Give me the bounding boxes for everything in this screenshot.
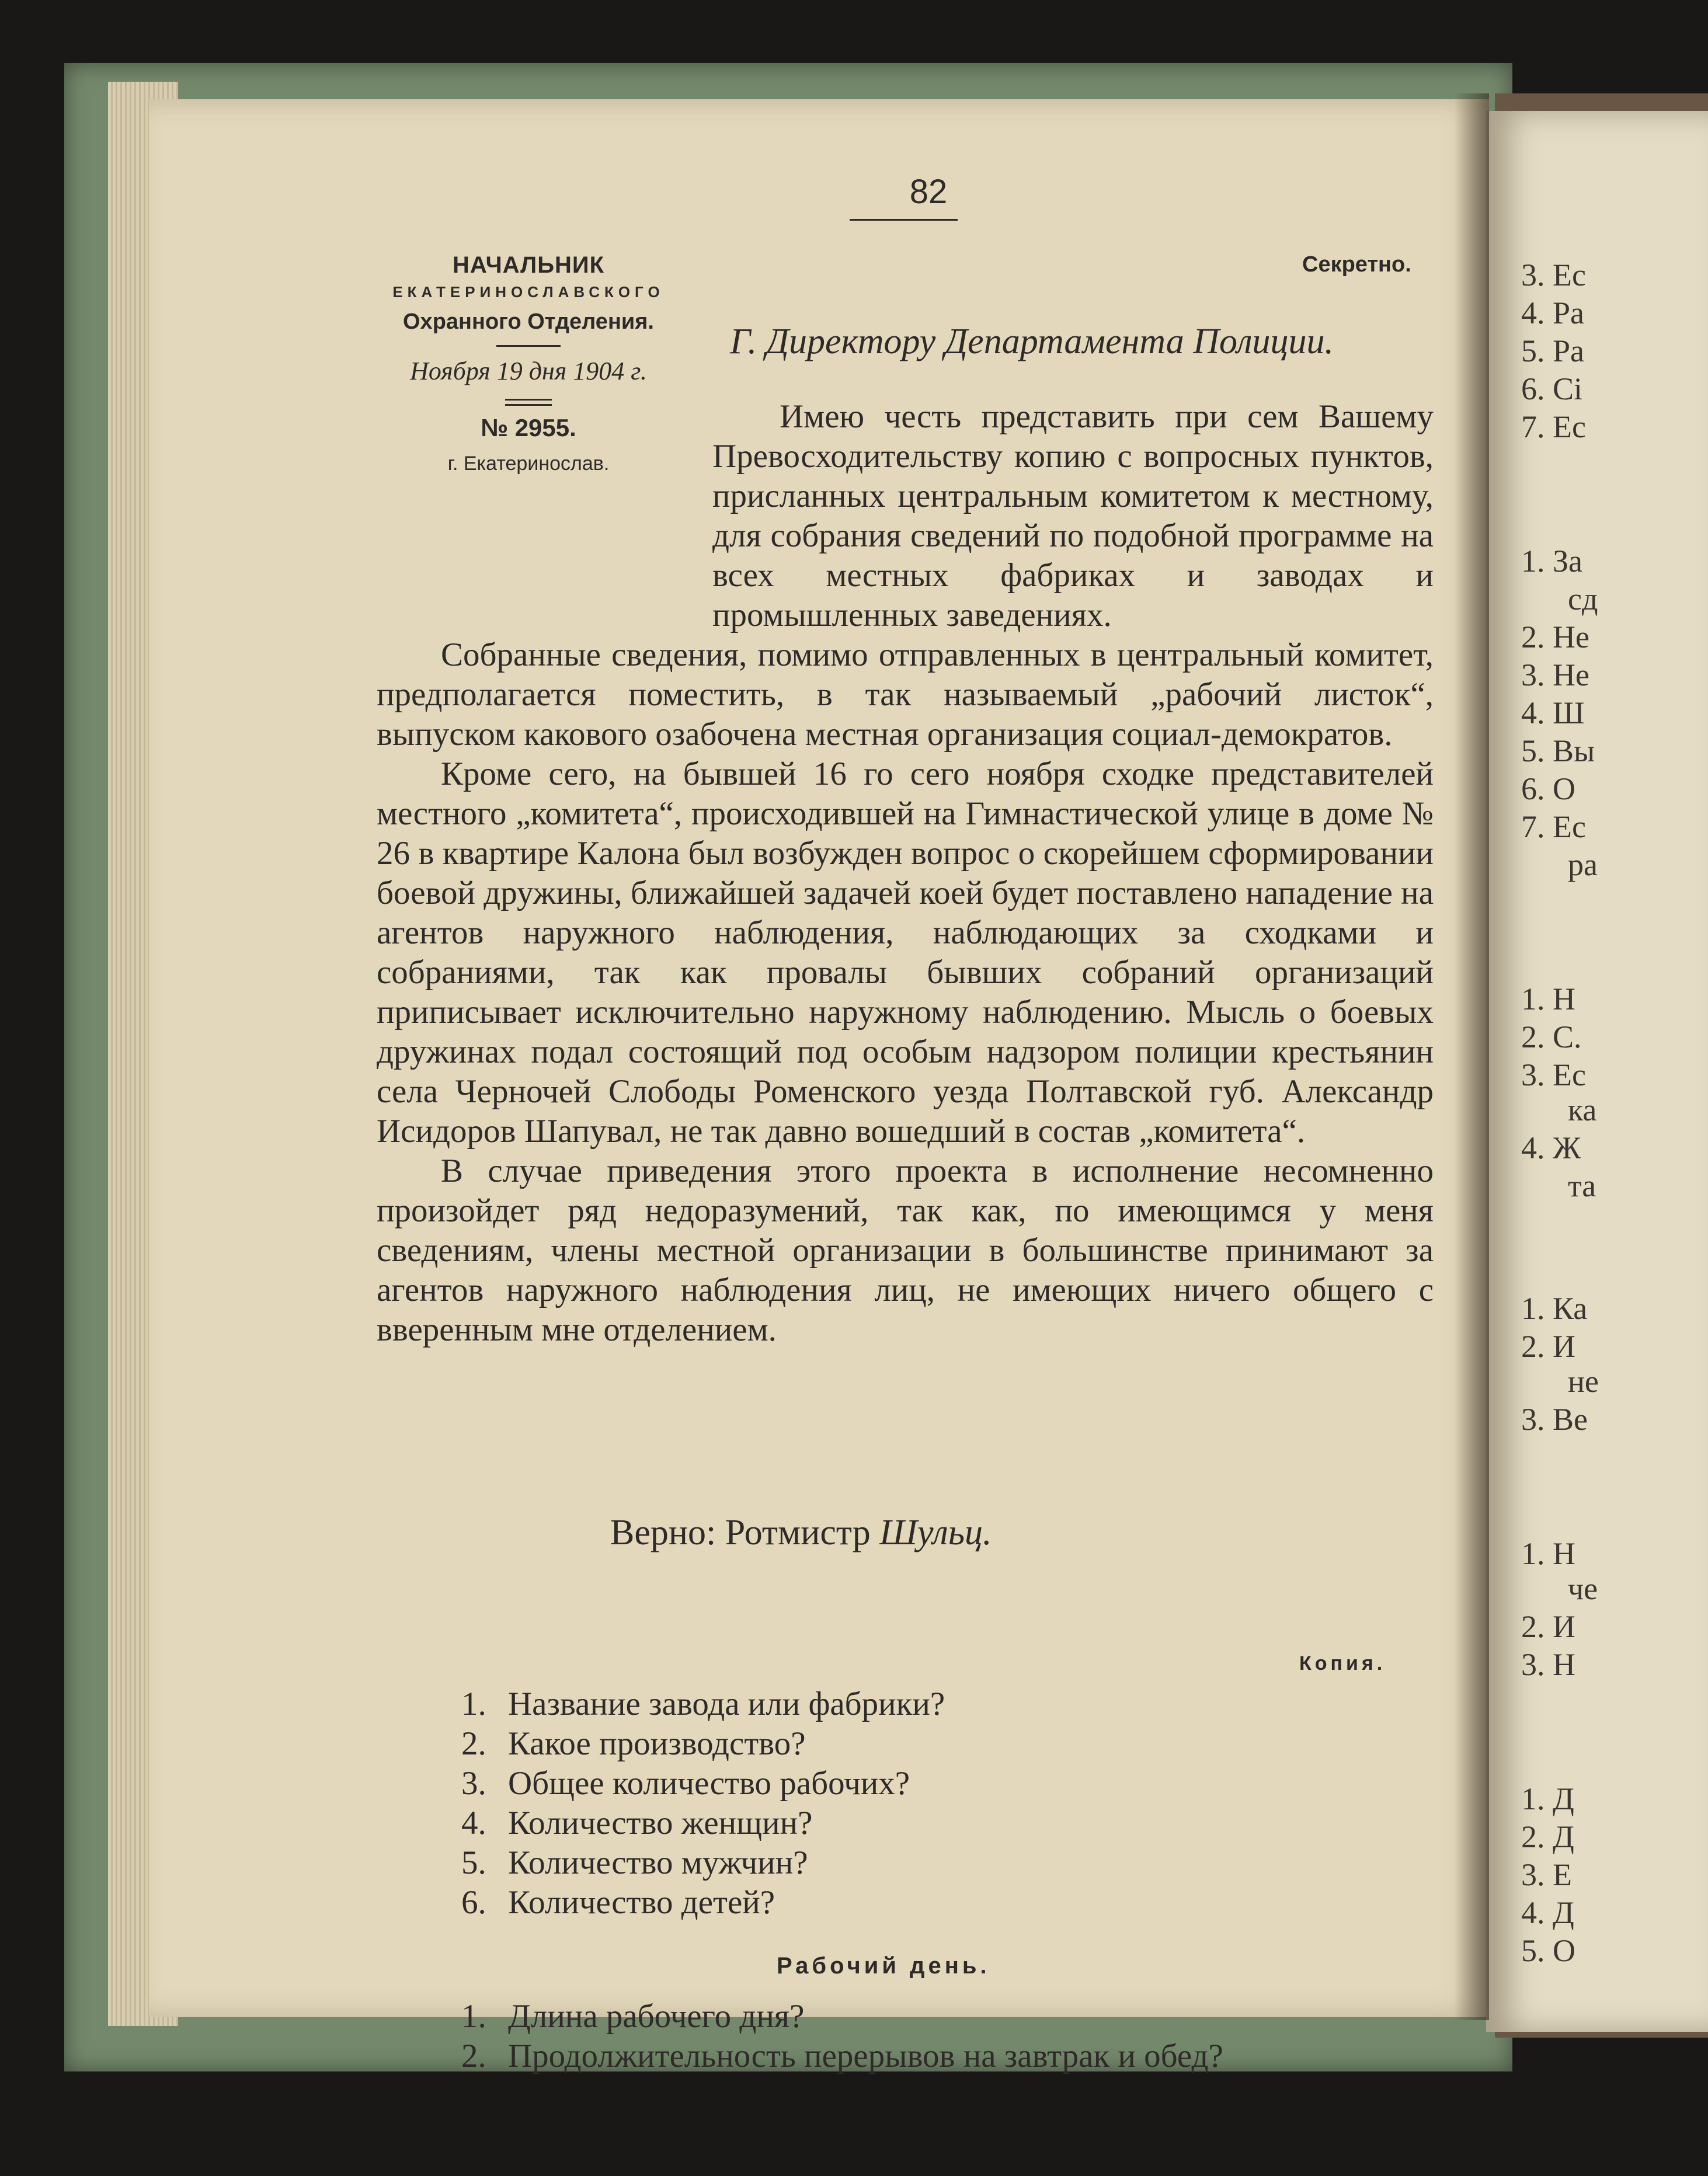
addressee: Г. Директору Департамента Полиции.: [730, 322, 1334, 361]
letter-body: [377, 397, 1434, 1350]
facing-page-line: 2. И: [1521, 1329, 1575, 1364]
sender-department: Охранного Отделения.: [403, 309, 654, 334]
facing-page-line: 4. Ра: [1521, 295, 1584, 330]
page-number: 82: [909, 173, 948, 211]
list-item: 2. Какое производство?: [461, 1725, 806, 1762]
facing-page-line: че: [1568, 1571, 1598, 1606]
list-item: 1. Название завода или фабрики?: [461, 1686, 945, 1722]
facing-page-line: ка: [1568, 1092, 1597, 1127]
facing-page-line: 6. О: [1521, 771, 1575, 806]
paragraph: Кроме сего, на бывшей 16 го сего ноября сходке представителей местного „комитета“, происходившей на Гимнастической улице в доме № 26 в квартире Калона был возбужден вопрос о скорейшем сформировании боевой дружины, ближайшей задачей коей будет поставлено нападение на агентов наружного наблюдения, наблюдающих за сходками и собраниями, так как провалы бывших собраний организаций приписывает исключительно наружному наблюдению. Мысль о боевых дружинах подал состоящий под особым надзором полиции крестьянин села Черночей Слободы Роменского уезда Полтавской губ. Александр Исидоров Шапувал, не так давно вошедший в состав „комитета“.: [377, 755, 1434, 1150]
sender-city: г. Екатеринослав.: [447, 452, 610, 475]
facing-page-line: 3. Ве: [1521, 1402, 1588, 1437]
sender-date: Ноября 19 дня 1904 г.: [410, 357, 647, 385]
list-item: 2. Продолжительность перерывов на завтрак и обед?: [461, 2038, 1223, 2074]
facing-page-line: 2. И: [1521, 1609, 1575, 1644]
book-gutter: [1454, 93, 1489, 2020]
list-item: 5. Количество мужчин?: [461, 1844, 808, 1881]
facing-page-line: 4. Ж: [1521, 1130, 1581, 1165]
facing-page-line: 5. Ра: [1521, 333, 1584, 368]
facing-page-line: 3. Ес: [1521, 257, 1586, 293]
sender-region: ЕКАТЕРИНОСЛАВСКОГО: [392, 283, 665, 301]
sender-rule: [496, 345, 561, 347]
list-item: 3. Общее количество рабочих?: [461, 1765, 910, 1802]
facing-page-line: 2. Не: [1521, 619, 1589, 654]
facing-page-line: 1. Д: [1521, 1781, 1574, 1816]
sender-title: НАЧАЛЬНИК: [452, 252, 605, 278]
question-list: [461, 1997, 1454, 2076]
facing-page-line: 5. О: [1521, 1933, 1575, 1968]
list-item: 4. Количество женщин?: [461, 1805, 813, 1841]
facing-page-line: 6. Сі: [1521, 371, 1583, 406]
paragraph: В случае приведения этого проекта в исполнение несомненно произойдет ряд недоразумений, так как, по имеющимся у меня сведениям, члены местной организации в большинстве принимают за агентов наружного наблюдения лиц, не имеющих ничего общего с вверенным мне отделением.: [377, 1153, 1434, 1348]
copy-label: Копия.: [1299, 1652, 1386, 1674]
right-page: [1486, 111, 1708, 2032]
facing-page-line: 5. Вы: [1521, 733, 1595, 768]
certification: [610, 1512, 992, 1554]
signature: Шульц.: [879, 1513, 992, 1552]
document-number: № 2955.: [481, 414, 576, 441]
facing-page-line: 2. С.: [1521, 1019, 1582, 1054]
facing-page-line: 4. Ш: [1521, 695, 1585, 730]
facing-page-line: 3. Ес: [1521, 1057, 1586, 1092]
facing-page-line: 7. Ес: [1521, 409, 1586, 444]
facing-page-line: 1. Н: [1521, 1536, 1575, 1571]
question-list: [461, 1684, 1454, 1923]
facing-page-line: сд: [1568, 582, 1598, 617]
secret-mark: Секретно.: [1302, 252, 1411, 277]
certification-label: Верно: Ротмистр: [610, 1513, 871, 1552]
facing-page-line: 1. Н: [1521, 981, 1575, 1016]
paragraph: Имею честь представить при сем Вашему Превосходительству копию с вопросных пунктов, присланных центральным комитетом к местному, для собрания сведений по подобной программе на всех местных фабриках и заводах и промышленных заведениях.: [712, 398, 1434, 633]
facing-page-line: ра: [1568, 847, 1598, 882]
paragraph: Собранные сведения, помимо отправленных в центральный комитет, предполагается поместить, в так называемый „рабочий листок“, выпуском какового озабочена местная организация социал-демократов.: [377, 636, 1434, 753]
list-item: 6. Количество детей?: [461, 1884, 775, 1921]
facing-page-line: 3. Е: [1521, 1857, 1572, 1892]
section-heading: Рабочий день.: [777, 1953, 990, 1979]
facing-page-line: не: [1568, 1364, 1599, 1399]
facing-page-line: 1. Ка: [1521, 1291, 1588, 1326]
facing-page-line: 7. Ес: [1521, 809, 1586, 844]
facing-page-line: та: [1568, 1168, 1596, 1203]
facing-page-line: 4. Д: [1521, 1895, 1574, 1930]
list-item: 1. Длина рабочего дня?: [461, 1998, 805, 2035]
facing-page-line: 1. За: [1521, 544, 1583, 579]
facing-page-line: 2. Д: [1521, 1819, 1574, 1854]
facing-page-line: 3. Н: [1521, 1647, 1575, 1682]
page-number-rule: [850, 219, 958, 221]
facing-page-line: 3. Не: [1521, 657, 1589, 692]
